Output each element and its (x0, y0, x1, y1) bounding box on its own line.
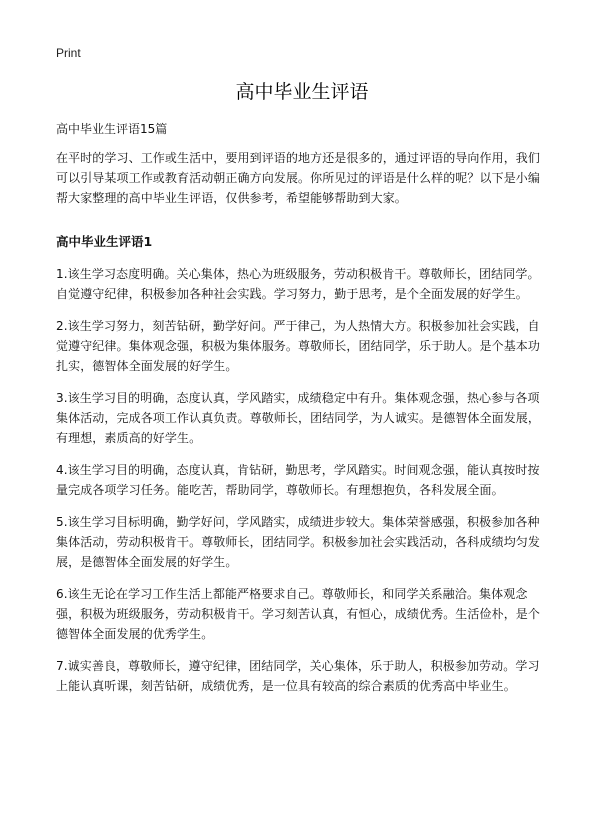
intro-paragraph: 在平时的学习、工作或生活中，要用到评语的地方还是很多的，通过评语的导向作用，我们可以引导某项工作或教育活动朝正确方向发展。你所见过的评语是什么样的呢？以下是小编帮大家整理的高中毕业生评语，仅供参考，希望能够帮助到大家。 (56, 151, 541, 205)
page-title: 高中毕业生评语 (235, 81, 369, 103)
print-link[interactable]: Print (56, 46, 81, 60)
comment-item-1: 1.该生学习态度明确。关心集体，热心为班级服务，劳动积极肯干。尊敬师长，团结同学。自觉遵守纪律，积极参加各种社会实践。学习努力，勤于思考，是个全面发展的好学生。 (56, 267, 540, 301)
comment-item-4: 4.该生学习目的明确，态度认真，肯钻研，勤思考，学风踏实。时间观念强，能认真按时按量完成各项学习任务。能吃苦，帮助同学，尊敬师长。有理想抱负，各科发展全面。 (56, 463, 540, 497)
comment-list (56, 264, 548, 708)
document-subtitle: 高中毕业生评语15篇 (56, 122, 168, 136)
comment-item-6: 6.该生无论在学习工作生活上都能严格要求自己。尊敬师长，和同学关系融洽。集体观念强，积极为班级服务，劳动积极肯干。学习刻苦认真，有恒心，成绩优秀。生活俭朴，是个德智体全面发展的优秀学生。 (56, 587, 541, 641)
comment-item-5: 5.该生学习目标明确，勤学好问，学风踏实，成绩进步较大。集体荣誉感强，积极参加各种集体活动，劳动积极肯干。尊敬师长，团结同学。积极参加社会实践活动，各科成绩均匀发展，是德智体全面发展的好学生。 (56, 515, 541, 569)
comment-item-2: 2.该生学习努力，刻苦钻研，勤学好问。严于律己，为人热情大方。积极参加社会实践，自觉遵守纪律。集体观念强，积极为集体服务。尊敬师长，团结同学，乐于助人。是个基本功扎实，德智体全面发展的好学生。 (56, 319, 541, 373)
comment-item-3: 3.该生学习目的明确，态度认真，学风踏实，成绩稳定中有升。集体观念强，热心参与各项集体活动，完成各项工作认真负责。尊敬师长，团结同学，为人诚实。是德智体全面发展，有理想，素质高的好学生。 (56, 391, 541, 445)
section-heading: 高中毕业生评语1 (56, 234, 153, 249)
comment-item-7: 7.诚实善良，尊敬师长，遵守纪律，团结同学，关心集体，乐于助人，积极参加劳动。学习上能认真听课，刻苦钻研，成绩优秀，是一位具有较高的综合素质的优秀高中毕业生。 (56, 659, 540, 693)
